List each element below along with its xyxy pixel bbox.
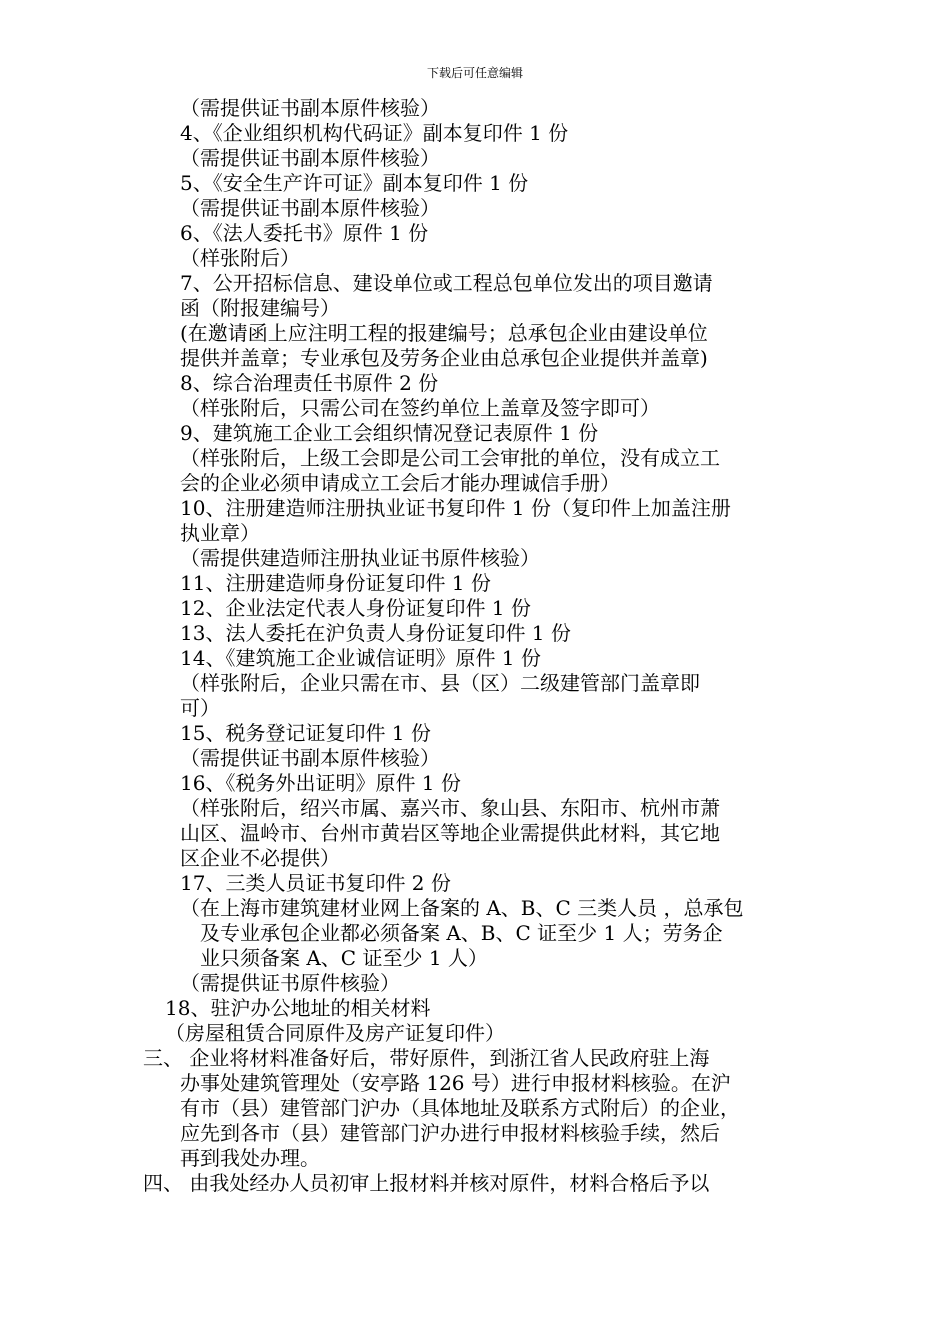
text-line: 应先到各市（县）建管部门沪办进行申报材料核验手续，然后 [180, 1121, 720, 1145]
text-line: （需提供证书副本原件核验） [180, 196, 440, 220]
text-line: （样张附后） [180, 246, 300, 270]
text-line: （需提供证书副本原件核验） [180, 146, 440, 170]
text-line: （需提供建造师注册执业证书原件核验） [180, 546, 540, 570]
text-line: （需提供证书副本原件核验） [180, 746, 440, 770]
text-line: 区企业不必提供） [180, 846, 340, 870]
text-line: 业只须备案 A、C 证至少 1 人） [200, 946, 488, 970]
text-line: 7、公开招标信息、建设单位或工程总包单位发出的项目邀请 [180, 271, 713, 295]
text-line: （样张附后，上级工会即是公司工会审批的单位，没有成立工 [180, 446, 720, 470]
text-line: （样张附后，绍兴市属、嘉兴市、象山县、东阳市、杭州市萧 [180, 796, 720, 820]
text-line: （需提供证书副本原件核验） [180, 96, 440, 120]
text-line: 办事处建筑管理处（安亭路 126 号）进行申报材料核验。在沪 [180, 1071, 731, 1095]
text-line: 执业章） [180, 521, 260, 545]
text-line: 山区、温岭市、台州市黄岩区等地企业需提供此材料，其它地 [180, 821, 720, 845]
text-line: 可） [180, 696, 220, 720]
text-line: 9、建筑施工企业工会组织情况登记表原件 1 份 [180, 421, 599, 445]
text-line: （房屋租赁合同原件及房产证复印件） [165, 1021, 505, 1045]
text-line: 8、综合治理责任书原件 2 份 [180, 371, 439, 395]
text-line: 16、《税务外出证明》原件 1 份 [180, 771, 461, 795]
text-line: 10、注册建造师注册执业证书复印件 1 份（复印件上加盖注册 [180, 496, 731, 520]
text-line: 5、《安全生产许可证》副本复印件 1 份 [180, 171, 529, 195]
text-line: 4、《企业组织机构代码证》副本复印件 1 份 [180, 121, 569, 145]
text-line: （样张附后，只需公司在签约单位上盖章及签字即可） [180, 396, 660, 420]
text-line: （在上海市建筑建材业网上备案的 A、B、C 三类人员 ，总承包 [180, 896, 744, 920]
text-line: 提供并盖章；专业承包及劳务企业由总承包企业提供并盖章) [180, 346, 708, 370]
text-line: 函（附报建编号） [180, 296, 340, 320]
text-line: 12、企业法定代表人身份证复印件 1 份 [180, 596, 531, 620]
text-line: 及专业承包企业都必须备案 A、B、C 证至少 1 人；劳务企 [200, 921, 723, 945]
text-line: 三、 企业将材料准备好后，带好原件，到浙江省人民政府驻上海 [143, 1046, 710, 1070]
text-line: 有市（县）建管部门沪办（具体地址及联系方式附后）的企业， [180, 1096, 740, 1120]
text-line: 6、《法人委托书》原件 1 份 [180, 221, 429, 245]
text-line: (在邀请函上应注明工程的报建编号；总承包企业由建设单位 [180, 321, 708, 345]
text-line: 14、《建筑施工企业诚信证明》原件 1 份 [180, 646, 541, 670]
page-header: 下载后可任意编辑 [426, 66, 523, 80]
text-line: 13、法人委托在沪负责人身份证复印件 1 份 [180, 621, 571, 645]
text-line: 17、三类人员证书复印件 2 份 [180, 871, 451, 895]
text-line: 18、驻沪办公地址的相关材料 [165, 996, 431, 1020]
text-line: 11、注册建造师身份证复印件 1 份 [180, 571, 491, 595]
text-line: 四、 由我处经办人员初审上报材料并核对原件，材料合格后予以 [143, 1171, 710, 1195]
text-line: （样张附后，企业只需在市、县（区）二级建管部门盖章即 [180, 671, 700, 695]
text-line: 15、税务登记证复印件 1 份 [180, 721, 431, 745]
text-line: 会的企业必须申请成立工会后才能办理诚信手册） [180, 471, 620, 495]
text-line: （需提供证书原件核验） [180, 971, 400, 995]
text-line: 再到我处办理。 [180, 1146, 320, 1170]
